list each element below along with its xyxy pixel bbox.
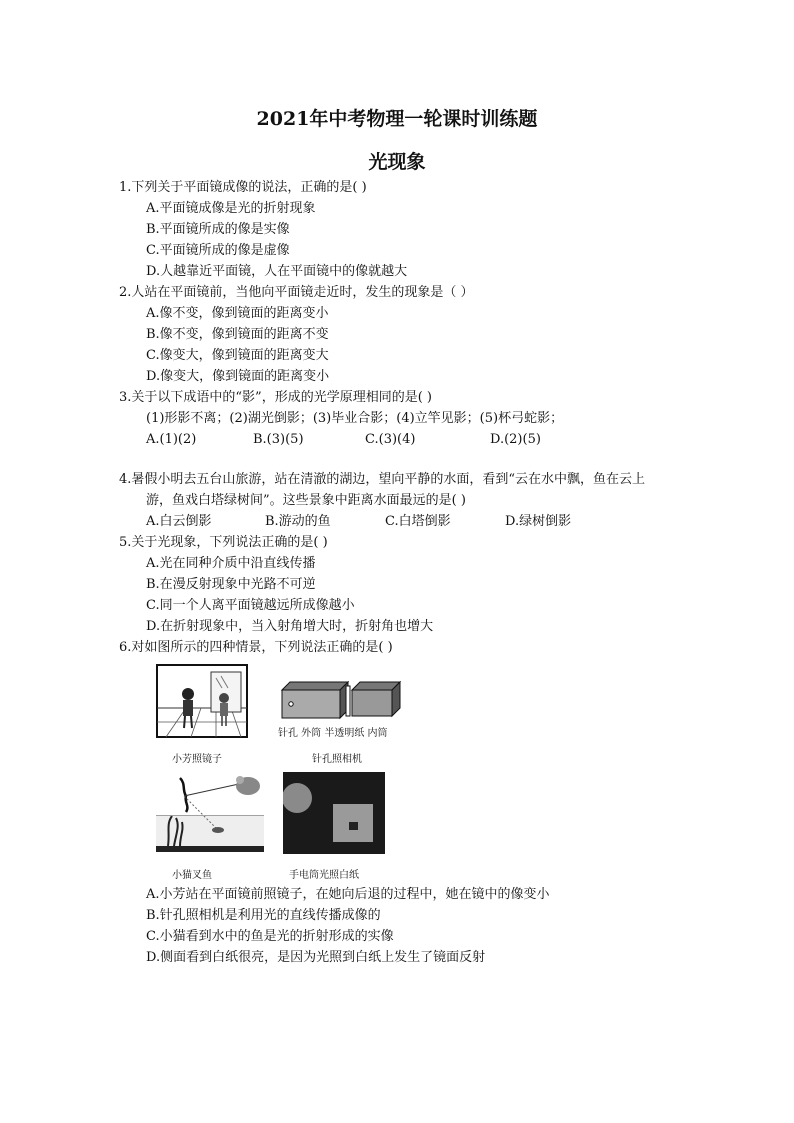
- question-5-option-b: B.在漫反射现象中光路不可逆: [146, 577, 316, 592]
- cat-fishing-caption: 小猫叉鱼: [172, 870, 212, 881]
- question-6-option-a: A.小芳站在平面镜前照镜子，在她向后退的过程中，她在镜中的像变小: [146, 887, 550, 902]
- question-2-stem: 2.人站在平面镜前，当他向平面镜走近时，发生的现象是（ ）: [119, 285, 474, 300]
- question-2-option-b: B.像不变，像到镜面的距离不变: [146, 327, 329, 342]
- question-1-stem: 1.下列关于平面镜成像的说法，正确的是( ): [119, 180, 367, 195]
- question-4-stem-line1: 4.暑假小明去五台山旅游，站在清澈的湖边，望向平静的水面，看到“云在水中飘，鱼在云上: [119, 472, 646, 487]
- question-3-stem: 3.关于以下成语中的“影”，形成的光学原理相同的是( ): [119, 390, 432, 405]
- question-5-option-a: A.光在同种介质中沿直线传播: [146, 556, 316, 571]
- question-5-option-c: C.同一个人离平面镜越远所成像越小: [146, 598, 355, 613]
- question-1-option-b: B.平面镜所成的像是实像: [146, 222, 290, 237]
- question-2-option-a: A.像不变，像到镜面的距离变小: [146, 306, 329, 321]
- mirror-caption: 小芳照镜子: [172, 754, 222, 765]
- page-title: 2021年中考物理一轮课时训练题: [256, 108, 538, 130]
- question-3-option-d: D.(2)(5): [490, 432, 541, 447]
- question-3-option-c: C.(3)(4): [365, 432, 416, 447]
- pinhole-caption: 针孔照相机: [312, 754, 362, 765]
- question-4-option-b: B.游动的鱼: [265, 514, 331, 529]
- question-6-stem: 6.对如图所示的四种情景，下列说法正确的是( ): [119, 640, 393, 655]
- question-5-option-d: D.在折射现象中，当入射角增大时，折射角也增大: [146, 619, 434, 634]
- question-3-items: (1)形影不离；(2)湖光倒影；(3)毕业合影；(4)立竿见影；(5)杯弓蛇影；: [146, 411, 564, 426]
- cat-fishing-figure: [156, 772, 264, 852]
- question-3-option-a: A.(1)(2): [146, 432, 197, 447]
- question-6-option-b: B.针孔照相机是利用光的直线传播成像的: [146, 908, 381, 923]
- page-subtitle: 光现象: [368, 151, 426, 173]
- torch-paper-figure: [283, 772, 385, 854]
- question-4-stem-line2: 游，鱼戏白塔绿树间”。这些景象中距离水面最远的是( ): [146, 493, 466, 508]
- question-1-option-d: D.人越靠近平面镜，人在平面镜中的像就越大: [146, 264, 408, 279]
- question-2-option-d: D.像变大，像到镜面的距离变小: [146, 369, 330, 384]
- question-5-stem: 5.关于光现象，下列说法正确的是( ): [119, 535, 328, 550]
- torch-paper-caption: 手电筒光照白纸: [289, 870, 359, 881]
- question-4-option-a: A.白云倒影: [146, 514, 212, 529]
- question-4-option-c: C.白塔倒影: [385, 514, 451, 529]
- question-4-option-d: D.绿树倒影: [505, 514, 572, 529]
- question-3-option-b: B.(3)(5): [253, 432, 304, 447]
- question-1-option-c: C.平面镜所成的像是虚像: [146, 243, 290, 258]
- question-1-option-a: A.平面镜成像是光的折射现象: [146, 201, 316, 216]
- question-6-option-d: D.侧面看到白纸很亮，是因为光照到白纸上发生了镜面反射: [146, 950, 486, 965]
- question-6-option-c: C.小猫看到水中的鱼是光的折射形成的实像: [146, 929, 394, 944]
- pinhole-parts-labels: 针孔 外筒 半透明纸 内筒: [278, 728, 388, 739]
- mirror-figure: [156, 664, 248, 738]
- pinhole-camera-figure: [278, 680, 404, 720]
- question-2-option-c: C.像变大，像到镜面的距离变大: [146, 348, 329, 363]
